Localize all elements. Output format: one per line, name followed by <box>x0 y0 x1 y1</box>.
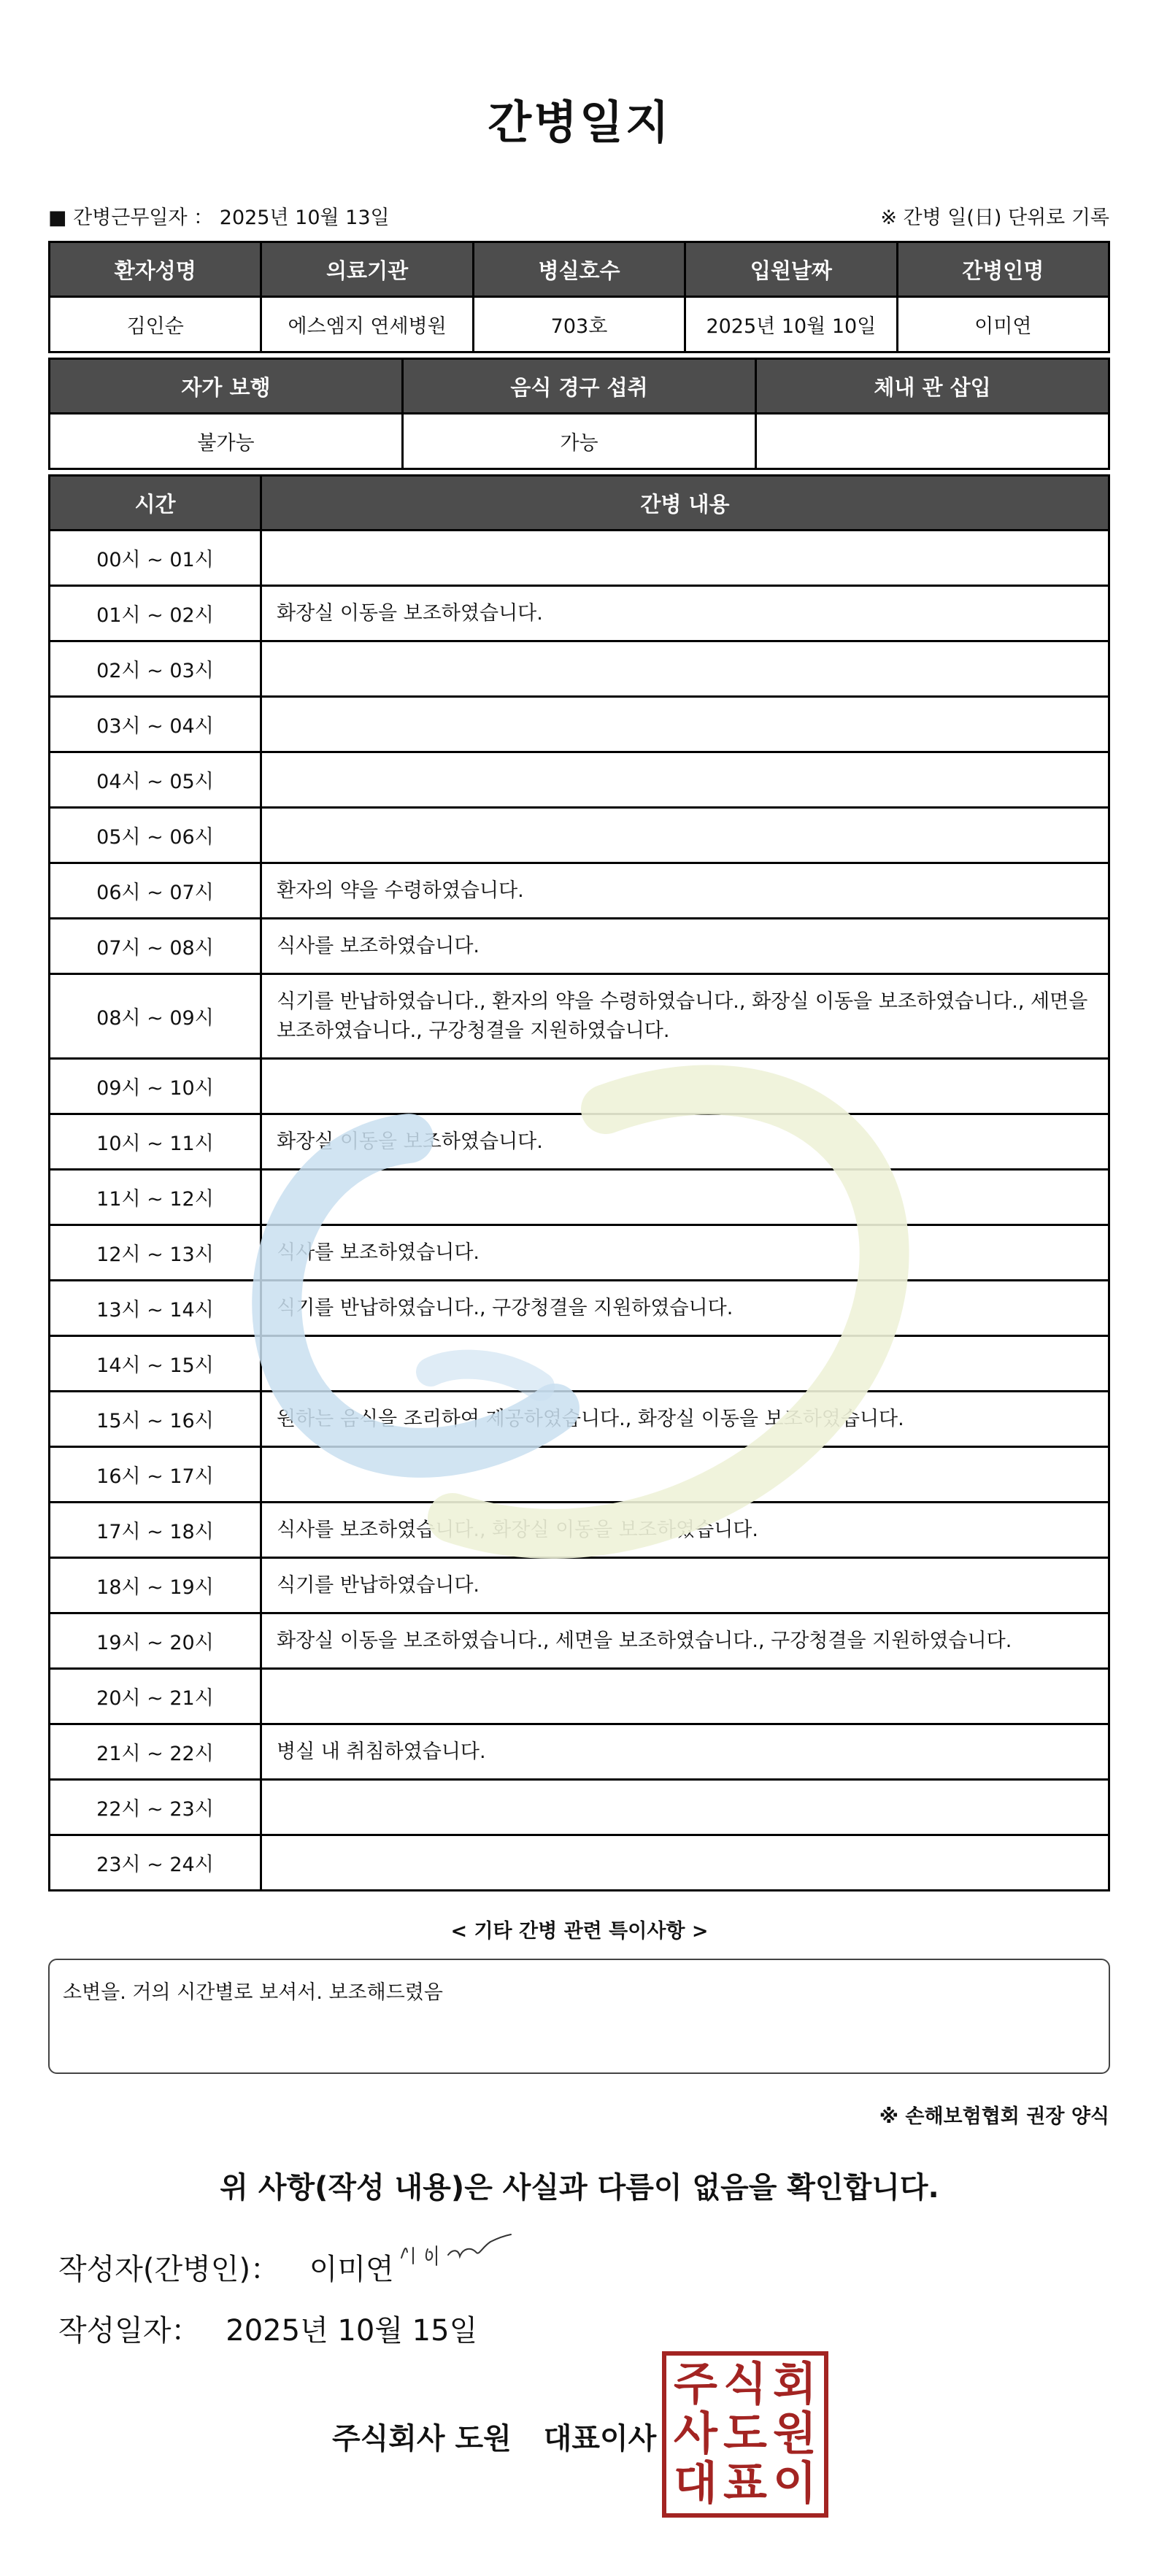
room-value: 703호 <box>473 297 685 352</box>
care-log-content: 환자의 약을 수령하였습니다. <box>261 863 1109 919</box>
care-log-table <box>48 474 1110 1891</box>
care-log-content: 화장실 이동을 보조하였습니다., 세면을 보조하였습니다., 구강청결을 지원하였습니다. <box>261 1613 1109 1669</box>
care-log-time: 19시 ~ 20시 <box>50 1613 261 1669</box>
notes-heading: < 기타 간병 관련 특이사항 > <box>450 1920 709 1943</box>
room-header: 병실호수 <box>473 242 685 297</box>
patient-status-table <box>48 358 1110 470</box>
care-log-header-row <box>50 476 1109 531</box>
daily-record-note: ※ 간병 일(日) 단위로 기록 <box>880 207 1109 229</box>
care-log-time: 20시 ~ 21시 <box>50 1669 261 1724</box>
care-log-row <box>50 863 1109 919</box>
care-log-content <box>261 1780 1109 1835</box>
care-log-row <box>50 586 1109 641</box>
company-role: 대표이사 <box>543 2422 657 2456</box>
care-log-time: 02시 ~ 03시 <box>50 641 261 697</box>
care-log-row <box>50 1225 1109 1281</box>
hospital-value: 에스엠지 연세병원 <box>261 297 473 352</box>
work-date-value: 2025년 10월 13일 <box>219 207 390 229</box>
seal-character: 이 <box>773 2456 817 2510</box>
care-log-content: 식기를 반납하였습니다. <box>261 1558 1109 1613</box>
care-log-content <box>261 531 1109 586</box>
patient-name-header: 환자성명 <box>50 242 261 297</box>
status-header-row <box>50 359 1109 414</box>
care-log-time: 12시 ~ 13시 <box>50 1225 261 1281</box>
care-log-content <box>261 1336 1109 1392</box>
care-log-time: 18시 ~ 19시 <box>50 1558 261 1613</box>
care-log-row <box>50 1447 1109 1503</box>
seal-character: 회 <box>773 2357 817 2410</box>
care-log-time: 03시 ~ 04시 <box>50 697 261 752</box>
care-log-time: 10시 ~ 11시 <box>50 1114 261 1170</box>
care-log-row <box>50 697 1109 752</box>
care-log-time: 06시 ~ 07시 <box>50 863 261 919</box>
care-log-row <box>50 1336 1109 1392</box>
care-log-content: 식기를 반납하였습니다., 구강청결을 지원하였습니다. <box>261 1281 1109 1336</box>
care-log-row <box>50 1558 1109 1613</box>
writer-name: 이미연 <box>309 2253 394 2286</box>
written-date-label: 작성일자： <box>58 2314 201 2348</box>
care-log-row <box>50 1613 1109 1669</box>
work-date-label: ■ 간병근무일자 ： <box>48 207 214 229</box>
status-value-row <box>50 414 1109 469</box>
care-log-content <box>261 1170 1109 1225</box>
care-log-content <box>261 1835 1109 1891</box>
patient-info-value-row <box>50 297 1109 352</box>
care-log-time: 15시 ~ 16시 <box>50 1392 261 1447</box>
admission-date-header: 입원날짜 <box>685 242 897 297</box>
care-log-time: 13시 ~ 14시 <box>50 1281 261 1336</box>
care-log-time: 16시 ~ 17시 <box>50 1447 261 1503</box>
seal-character: 식 <box>723 2357 767 2410</box>
company-seal-stamp <box>662 2351 828 2518</box>
care-log-content <box>261 752 1109 808</box>
care-log-time: 22시 ~ 23시 <box>50 1780 261 1835</box>
walking-value: 불가능 <box>50 414 403 469</box>
patient-name-value: 김인순 <box>50 297 261 352</box>
care-content-header: 간병 내용 <box>261 476 1109 531</box>
care-log-time: 01시 ~ 02시 <box>50 586 261 641</box>
tube-insertion-value <box>756 414 1109 469</box>
care-log-content <box>261 1059 1109 1114</box>
care-log-time: 21시 ~ 22시 <box>50 1724 261 1780</box>
care-log-row <box>50 1059 1109 1114</box>
seal-character: 대 <box>674 2456 717 2510</box>
care-log-time: 09시 ~ 10시 <box>50 1059 261 1114</box>
care-log-content: 식사를 보조하였습니다. <box>261 1225 1109 1281</box>
company-line <box>332 2415 656 2457</box>
confirmation-statement: 위 사항(작성 내용)은 사실과 다름이 없음을 확인합니다. <box>220 2171 939 2205</box>
care-log-row <box>50 1835 1109 1891</box>
seal-character: 주 <box>674 2357 717 2410</box>
handwritten-signature <box>394 2227 525 2278</box>
seal-character: 원 <box>773 2407 817 2460</box>
care-log-content: 원하는 음식을 조리하여 제공하였습니다., 화장실 이동을 보조하였습니다. <box>261 1392 1109 1447</box>
care-log-row <box>50 974 1109 1059</box>
care-log-row <box>50 808 1109 863</box>
hospital-header: 의료기관 <box>261 242 473 297</box>
care-log-time: 14시 ~ 15시 <box>50 1336 261 1392</box>
care-log-row <box>50 641 1109 697</box>
care-log-content: 화장실 이동을 보조하였습니다. <box>261 586 1109 641</box>
care-log-content <box>261 1669 1109 1724</box>
care-log-content: 식사를 보조하였습니다., 화장실 이동을 보조하였습니다. <box>261 1503 1109 1558</box>
care-log-row <box>50 1503 1109 1558</box>
care-log-content <box>261 808 1109 863</box>
care-log-row <box>50 919 1109 974</box>
care-log-row <box>50 1669 1109 1724</box>
oral-intake-value: 가능 <box>403 414 756 469</box>
care-log-body <box>50 531 1109 1891</box>
care-log-time: 05시 ~ 06시 <box>50 808 261 863</box>
seal-character: 사 <box>674 2407 717 2460</box>
written-date-line <box>58 2307 477 2349</box>
writer-label: 작성자(간병인)： <box>58 2253 280 2286</box>
care-log-content: 화장실 이동을 보조하였습니다. <box>261 1114 1109 1170</box>
care-log-row <box>50 1392 1109 1447</box>
care-log-row <box>50 1170 1109 1225</box>
care-log-time: 08시 ~ 09시 <box>50 974 261 1059</box>
care-log-content <box>261 1447 1109 1503</box>
care-log-time: 23시 ~ 24시 <box>50 1835 261 1891</box>
seal-character: 표 <box>723 2456 767 2510</box>
seal-characters <box>671 2357 820 2510</box>
patient-info-header-row <box>50 242 1109 297</box>
special-notes-text: 소변을. 거의 시간별로 보셔서. 보조해드렸음 <box>63 1981 443 2004</box>
writer-line <box>58 2246 394 2288</box>
special-notes-box <box>48 1959 1110 2074</box>
care-log-content: 병실 내 취침하였습니다. <box>261 1724 1109 1780</box>
care-log-time: 04시 ~ 05시 <box>50 752 261 808</box>
caregiver-name-header: 간병인명 <box>897 242 1109 297</box>
written-date-value: 2025년 10월 15일 <box>226 2314 478 2348</box>
caregiver-name-value: 이미연 <box>897 297 1109 352</box>
time-header: 시간 <box>50 476 261 531</box>
care-log-content: 식사를 보조하였습니다. <box>261 919 1109 974</box>
care-log-time: 07시 ~ 08시 <box>50 919 261 974</box>
care-log-content <box>261 697 1109 752</box>
association-form-note: ※ 손해보험협회 권장 양식 <box>879 2105 1109 2128</box>
walking-header: 자가 보행 <box>50 359 403 414</box>
care-log-row <box>50 1724 1109 1780</box>
care-log-row <box>50 1281 1109 1336</box>
care-log-row <box>50 752 1109 808</box>
admission-date-value: 2025년 10월 10일 <box>685 297 897 352</box>
care-log-content: 식기를 반납하였습니다., 환자의 약을 수령하였습니다., 화장실 이동을 보조하였습니다., 세면을 보조하였습니다., 구강청결을 지원하였습니다. <box>261 974 1109 1059</box>
care-log-time: 17시 ~ 18시 <box>50 1503 261 1558</box>
company-name: 주식회사 도원 <box>332 2422 512 2456</box>
page-title: 간병일지 <box>488 96 671 149</box>
care-log-time: 11시 ~ 12시 <box>50 1170 261 1225</box>
tube-insertion-header: 체내 관 삽입 <box>756 359 1109 414</box>
work-date <box>48 201 390 230</box>
oral-intake-header: 음식 경구 섭취 <box>403 359 756 414</box>
seal-character: 도 <box>723 2407 767 2460</box>
care-log-row <box>50 1780 1109 1835</box>
care-log-row <box>50 531 1109 586</box>
care-log-content <box>261 641 1109 697</box>
care-log-time: 00시 ~ 01시 <box>50 531 261 586</box>
care-log-row <box>50 1114 1109 1170</box>
patient-info-table <box>48 241 1110 353</box>
